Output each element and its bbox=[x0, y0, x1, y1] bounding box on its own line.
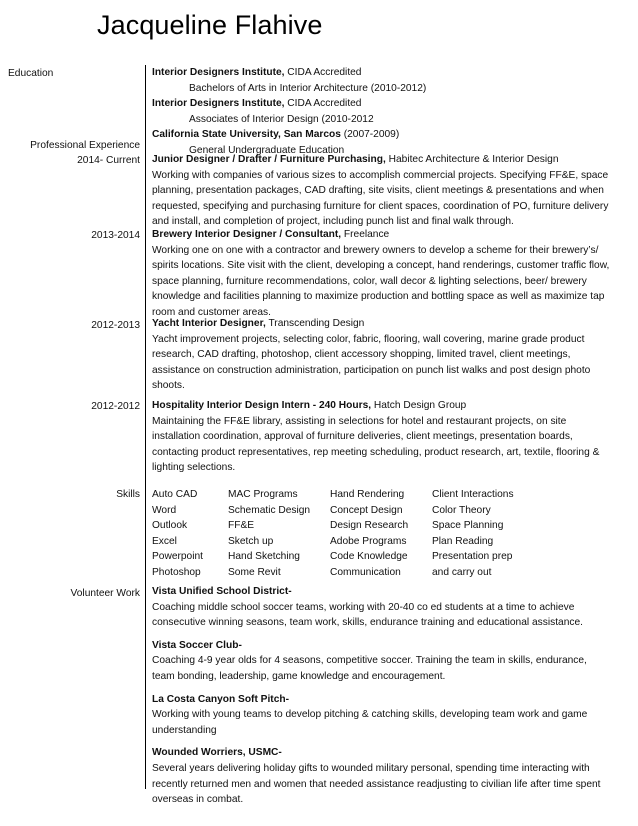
skill-item: Photoshop bbox=[152, 566, 201, 578]
experience-entry bbox=[152, 227, 612, 321]
skill-item: Excel bbox=[152, 535, 177, 547]
school-note: CIDA Accredited bbox=[284, 98, 362, 110]
experience-dates: 2014- Current bbox=[77, 155, 140, 166]
skill-item: Word bbox=[152, 504, 177, 516]
volunteer-org: Vista Unified School District- bbox=[152, 586, 292, 597]
skills-column bbox=[152, 487, 203, 581]
skill-item: Concept Design bbox=[330, 504, 403, 516]
skill-item: Design Research bbox=[330, 520, 409, 532]
skill-item: Code Knowledge bbox=[330, 551, 408, 563]
skill-item: Communication bbox=[330, 566, 401, 578]
job-heading bbox=[152, 400, 466, 411]
volunteer-description: Working with young teams to develop pitching & catching skills, developing team work and game understanding bbox=[152, 709, 588, 736]
job-title: Brewery Interior Designer / Consultant, bbox=[152, 229, 342, 240]
experience-entry bbox=[152, 152, 612, 230]
skill-item: Powerpoint bbox=[152, 551, 203, 563]
volunteer-org: Vista Soccer Club- bbox=[152, 639, 242, 651]
volunteer-description: Several years delivering holiday gifts to wounded military personal, spending time interacting with recently returned men and women that needed assistance readjusting to civilian life after time spent overseas in combat. bbox=[152, 762, 601, 806]
education-entry bbox=[152, 65, 612, 81]
skill-item: and carry out bbox=[432, 566, 492, 578]
skill-item: Hand Rendering bbox=[330, 489, 405, 500]
resume-name: Jacqueline Flahive bbox=[97, 10, 323, 40]
volunteer-entry bbox=[152, 692, 612, 739]
education-entry bbox=[152, 96, 612, 112]
experience-entry bbox=[152, 398, 612, 476]
education-entry bbox=[152, 127, 612, 143]
job-company: Habitec Architecture & Interior Design bbox=[385, 154, 559, 165]
volunteer-description: Coaching 4-9 year olds for 4 seasons, competitive soccer. Training the team in skills, endurance, team bonding, leadership, game knowledge and encouragement. bbox=[152, 655, 587, 682]
section-label-professional-experience: Professional Experience bbox=[30, 140, 140, 151]
skill-item: MAC Programs bbox=[228, 489, 298, 500]
job-description: Working one on one with a contractor and brewery owners to develop a scheme for their brewery’s/ spirits locations. Site visit with the client, developing a concept, hand renderings, customer traffic flow, space planning, furniture recommendations, color, wall decor & lighting selections, beer/ brewery knowledge and facilities planning to maximize production and bottling space as well as maximize tap room and customer areas. bbox=[152, 244, 610, 318]
degree-detail: Bachelors of Arts in Interior Architecture (2010-2012) bbox=[189, 82, 427, 94]
skill-item: Auto CAD bbox=[152, 489, 198, 500]
school-name: Interior Designers Institute, bbox=[152, 67, 285, 78]
section-label-education: Education bbox=[8, 68, 54, 79]
experience-dates: 2013-2014 bbox=[91, 230, 140, 241]
skill-item: Outlook bbox=[152, 520, 188, 532]
volunteer-entry bbox=[152, 638, 612, 685]
school-name: California State University, San Marcos bbox=[152, 129, 341, 141]
education-section bbox=[152, 65, 612, 159]
volunteer-org: Wounded Worriers, USMC- bbox=[152, 747, 282, 759]
job-description: Working with companies of various sizes to accomplish commercial projects. Specifying FF&E, space planning, presentation packages, CAD drafting, site visits, client meetings & presentations and when requested, specifying and purchasing furniture for client spaces, coordination of PO, furniture delivery and install, and completion of project, including punch list and final walk through. bbox=[152, 169, 609, 228]
job-title: Junior Designer / Drafter / Furniture Purchasing, bbox=[152, 154, 386, 165]
school-name: Interior Designers Institute, bbox=[152, 98, 285, 110]
skills-column bbox=[228, 487, 310, 581]
skill-item: Adobe Programs bbox=[330, 535, 407, 547]
section-label-skills: Skills bbox=[116, 489, 140, 500]
skill-item: Presentation prep bbox=[432, 551, 513, 563]
school-note: (2007-2009) bbox=[340, 129, 400, 141]
experience-dates: 2012-2013 bbox=[91, 320, 140, 331]
skill-item: FF&E bbox=[228, 520, 255, 532]
job-heading bbox=[152, 154, 559, 165]
job-company: Hatch Design Group bbox=[371, 400, 467, 411]
degree-detail: General Undergraduate Education bbox=[189, 144, 345, 156]
volunteer-description: Coaching middle school soccer teams, working with 20-40 co ed students at a time to achieve consecutive winning seasons, team work, skills, endurance training and educational assistance. bbox=[152, 601, 583, 629]
job-description: Yacht improvement projects, selecting color, fabric, flooring, wall covering, marine grade product research, CAD drafting, photoshop, client accessory shopping, limited travel, client meetings, assistance on construction administration, participation on punch list walks and post design photo shoots. bbox=[152, 333, 591, 392]
job-title: Yacht Interior Designer, bbox=[152, 318, 266, 329]
school-note: CIDA Accredited bbox=[284, 67, 362, 78]
job-heading bbox=[152, 229, 389, 240]
skill-item: Schematic Design bbox=[228, 504, 311, 516]
job-description: Maintaining the FF&E library, assisting in selections for hotel and restaurant projects, on site installation coordination, approval of furniture deliveries, client meetings, presentation boards, contacting product representatives, rep meeting scheduling, product research, art, textile, flooring & lighting selections. bbox=[152, 415, 600, 474]
skill-item: Client Interactions bbox=[432, 489, 514, 500]
job-company: Freelance bbox=[341, 229, 390, 240]
section-label-volunteer-work: Volunteer Work bbox=[70, 588, 140, 599]
skill-item: Color Theory bbox=[432, 504, 491, 516]
skill-item: Space Planning bbox=[432, 520, 504, 532]
job-heading bbox=[152, 318, 364, 329]
skills-column bbox=[330, 487, 408, 581]
experience-dates: 2012-2012 bbox=[91, 401, 140, 412]
experience-entry bbox=[152, 316, 612, 394]
volunteer-section bbox=[152, 584, 612, 815]
volunteer-entry bbox=[152, 584, 612, 631]
section-divider-line bbox=[145, 65, 146, 789]
skill-item: Sketch up bbox=[228, 535, 274, 547]
volunteer-entry bbox=[152, 745, 612, 807]
skill-item: Plan Reading bbox=[432, 535, 494, 547]
skill-item: Some Revit bbox=[228, 566, 281, 578]
skills-column bbox=[432, 487, 514, 581]
volunteer-org: La Costa Canyon Soft Pitch- bbox=[152, 693, 289, 705]
degree-detail: Associates of Interior Design (2010-2012 bbox=[189, 113, 374, 125]
job-company: Transcending Design bbox=[265, 318, 365, 329]
skill-item: Hand Sketching bbox=[228, 551, 300, 563]
job-title: Hospitality Interior Design Intern - 240 Hours, bbox=[152, 400, 372, 411]
